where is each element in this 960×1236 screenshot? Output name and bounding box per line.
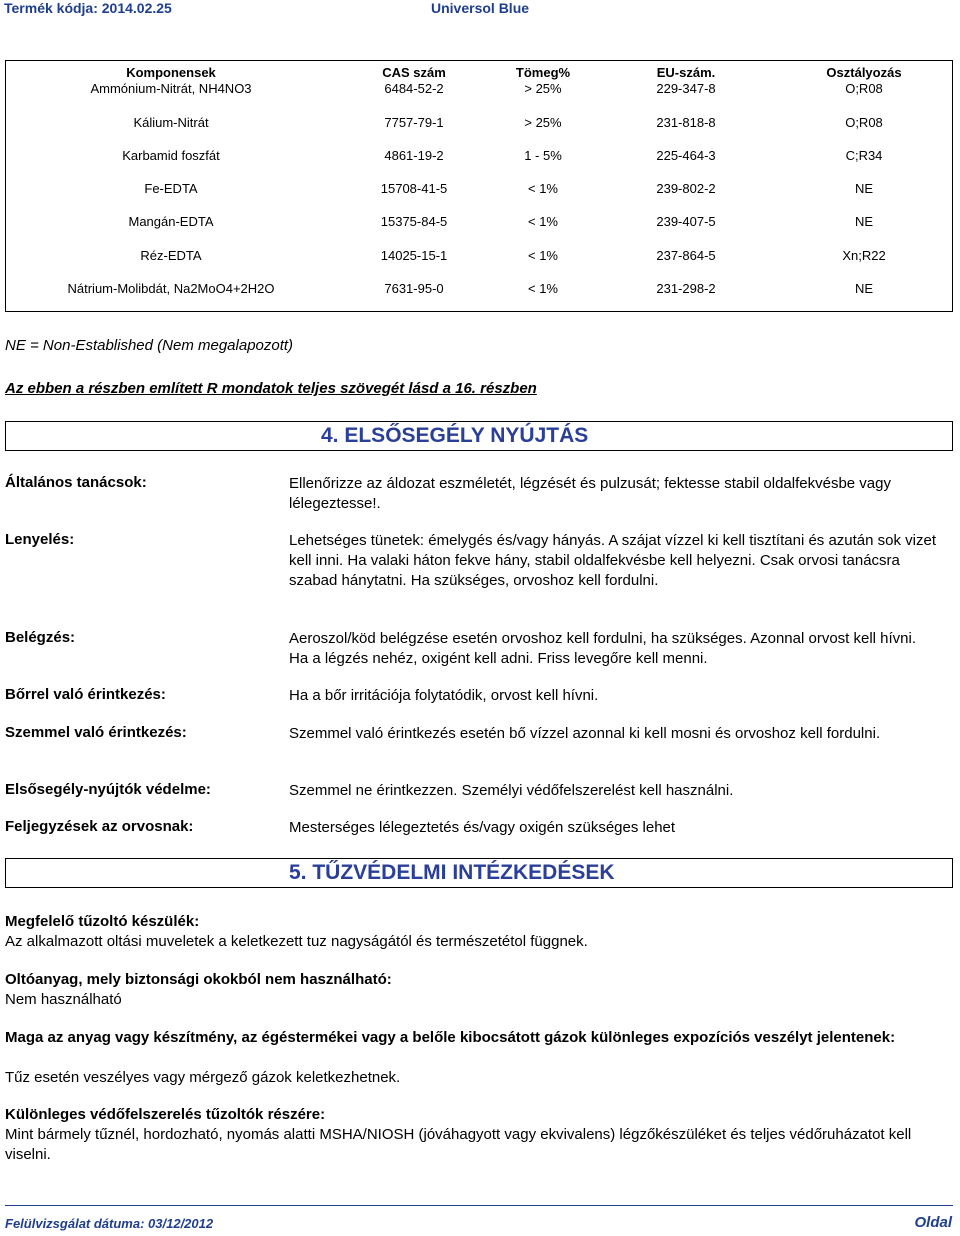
table-cell: Karbamid foszfát <box>122 148 220 163</box>
fire-block-text: Mint bármely tűznél, hordozható, nyomás alatti MSHA/NIOSH (jóváhagyott vagy ekvivalens) légzőkészüléket és teljes védőruházatot kell viselni. <box>5 1126 912 1163</box>
table-cell: > 25% <box>524 81 562 96</box>
first-aid-text-inhalation: Aeroszol/köd belégzése esetén orvoshoz kell fordulni, ha szükséges. Azonnal orvost kell hívni. Ha a légzés nehéz, oxigént kell adni. Friss levegőre kell menni. <box>289 630 917 667</box>
table-cell: 7757-79-1 <box>384 115 444 130</box>
table-cell: 239-407-5 <box>656 214 716 229</box>
fire-block-heading: Oltóanyag, mely biztonsági okokból nem használható: <box>5 971 392 988</box>
first-aid-text-eye: Szemmel való érintkezés esetén bő vízzel azonnal ki kell mosni és orvoshoz kell fordulni. <box>289 725 881 742</box>
table-cell: 15375-84-5 <box>380 214 448 229</box>
fire-block-text: Az alkalmazott oltási muveletek a keletkezett tuz nagyságától és természetétol függnek. <box>5 933 588 950</box>
table-cell: < 1% <box>528 281 558 296</box>
table-cell: < 1% <box>528 248 558 263</box>
table-cell: Kálium-Nitrát <box>133 115 209 130</box>
fire-block-heading: Maga az anyag vagy készítmény, az égéstermékei vagy a belőle kibocsátott gázok különleges expozíciós veszélyt jelentenek: <box>5 1029 896 1046</box>
section-5-header <box>5 858 953 888</box>
table-cell: 14025-15-1 <box>380 248 448 263</box>
col-header-components: Komponensek <box>126 65 216 80</box>
table-cell: 237-864-5 <box>656 248 716 263</box>
footer-divider <box>5 1205 953 1206</box>
fire-block-text: Nem használható <box>5 991 122 1008</box>
first-aid-label-general: Általános tanácsok: <box>5 474 147 491</box>
first-aid-text-skin: Ha a bőr irritációja folytatódik, orvost kell hívni. <box>289 687 599 704</box>
table-cell: Réz-EDTA <box>140 248 202 263</box>
table-cell: 15708-41-5 <box>380 181 448 196</box>
table-cell: 6484-52-2 <box>384 81 444 96</box>
first-aid-label-skin: Bőrrel való érintkezés: <box>5 686 166 703</box>
first-aid-label-eye: Szemmel való érintkezés: <box>5 724 187 741</box>
first-aid-label-responder: Elsősegély-nyújtók védelme: <box>5 781 211 798</box>
table-cell: Mangán-EDTA <box>128 214 214 229</box>
col-header-classification: Osztályozás <box>826 65 902 80</box>
ne-definition-note: NE = Non-Established (Nem megalapozott) <box>5 337 294 354</box>
table-cell: 225-464-3 <box>656 148 716 163</box>
col-header-cas: CAS szám <box>382 65 446 80</box>
first-aid-label-inhalation: Belégzés: <box>5 629 76 646</box>
table-cell: 1 - 5% <box>524 148 562 163</box>
table-cell: Ammónium-Nitrát, NH4NO3 <box>90 81 252 96</box>
table-cell: NE <box>854 181 874 196</box>
product-name: Universol Blue <box>431 0 530 16</box>
table-cell: NE <box>854 214 874 229</box>
table-cell: O;R08 <box>845 115 883 130</box>
table-cell: Nátrium-Molibdát, Na2MoO4+2H2O <box>67 281 275 296</box>
revision-date: Felülvizsgálat dátuma: 03/12/2012 <box>5 1216 214 1231</box>
section-4-title: 4. ELSŐSEGÉLY NYÚJTÁS <box>321 424 589 447</box>
table-cell: Fe-EDTA <box>144 181 198 196</box>
table-cell: > 25% <box>524 115 562 130</box>
first-aid-text-ingestion: Lehetséges tünetek: émelygés és/vagy hányás. A szájat vízzel ki kell tisztítani és azután sok vizet kell inni. Ha valaki háton fekve hány, stabil oldalfekvésbe kell helyezni. Csak orvosi tanácsra szabad hánytatni. Ha szükséges, orvoshoz kell fordulni. <box>289 532 937 589</box>
table-cell: 4861-19-2 <box>384 148 444 163</box>
table-cell: NE <box>854 281 874 296</box>
table-cell: < 1% <box>528 181 558 196</box>
table-cell: 229-347-8 <box>656 81 716 96</box>
first-aid-label-ingestion: Lenyelés: <box>5 531 75 548</box>
section-5-title: 5. TŰZVÉDELMI INTÉZKEDÉSEK <box>289 861 615 884</box>
fire-block-text: Tűz esetén veszélyes vagy mérgező gázok keletkezhetnek. <box>5 1069 401 1086</box>
first-aid-text-responder: Szemmel ne érintkezzen. Személyi védőfelszerelést kell használni. <box>289 782 734 799</box>
table-cell: 231-298-2 <box>656 281 716 296</box>
col-header-weight: Tömeg% <box>515 65 571 80</box>
table-cell: < 1% <box>528 214 558 229</box>
table-cell: 7631-95-0 <box>384 281 444 296</box>
table-cell: C;R34 <box>845 148 883 163</box>
product-code: Termék kódja: 2014.02.25 <box>4 0 172 16</box>
fire-block-heading: Különleges védőfelszerelés tűzoltók részére: <box>5 1106 326 1123</box>
first-aid-text-physician: Mesterséges lélegeztetés és/vagy oxigén szükséges lehet <box>289 819 676 836</box>
page-header <box>0 0 960 18</box>
fire-block-heading: Megfelelő tűzoltó készülék: <box>5 913 200 930</box>
section-4-header <box>5 421 953 451</box>
r-phrases-reference-note: Az ebben a részben említett R mondatok teljes szövegét lásd a 16. részben <box>5 380 537 397</box>
first-aid-text-general: Ellenőrizze az áldozat eszméletét, légzését és pulzusát; fektesse stabil oldalfekvésbe vagy lélegeztesse!. <box>289 475 891 512</box>
components-table <box>5 60 953 312</box>
table-cell: 239-802-2 <box>656 181 716 196</box>
first-aid-label-physician: Feljegyzések az orvosnak: <box>5 818 194 835</box>
table-cell: 231-818-8 <box>656 115 716 130</box>
table-cell: O;R08 <box>845 81 883 96</box>
col-header-eu: EU-szám. <box>656 65 716 80</box>
table-cell: Xn;R22 <box>842 248 886 263</box>
page-label: Oldal <box>914 1214 952 1231</box>
